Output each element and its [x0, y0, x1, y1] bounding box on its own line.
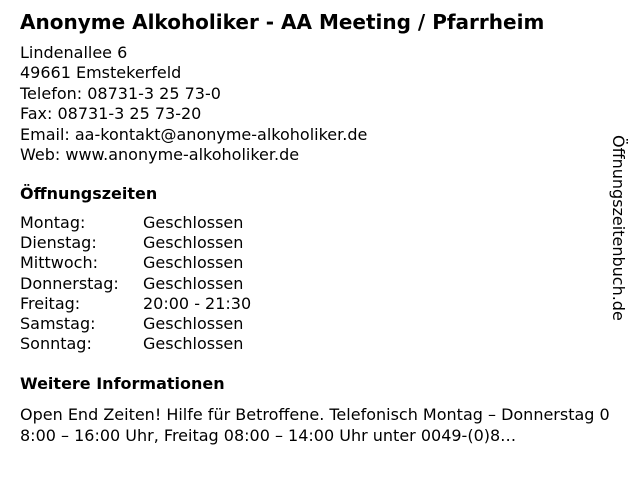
- further-info-heading: Weitere Informationen: [20, 374, 225, 393]
- hours-day: Donnerstag:: [20, 273, 119, 293]
- hours-value: Geschlossen: [143, 273, 244, 293]
- hours-day: Montag:: [20, 213, 86, 232]
- email-address: Email: aa-kontakt@anonyme-alkoholiker.de: [20, 124, 368, 144]
- contact-block: [20, 43, 367, 165]
- hours-day: Dienstag:: [20, 233, 97, 253]
- website-address: Web: www.anonyme-alkoholiker.de: [20, 145, 300, 165]
- hours-day: Sonntag:: [20, 334, 92, 354]
- hours-row: [20, 294, 251, 314]
- street-address: Lindenallee 6: [20, 43, 128, 62]
- hours-value: Geschlossen: [143, 314, 244, 334]
- hours-row: [20, 274, 251, 294]
- opening-hours-heading: Öffnungszeiten: [20, 184, 158, 203]
- hours-row: [20, 233, 251, 253]
- opening-hours-table: [20, 213, 251, 354]
- hours-value: Geschlossen: [143, 253, 244, 273]
- hours-row: [20, 314, 251, 334]
- fax-number: Fax: 08731-3 25 73-20: [20, 104, 202, 124]
- watermark-label: Öffnungszeitenbuch.de: [609, 135, 628, 321]
- further-info-text: Open End Zeiten! Hilfe für Betroffene. Telefonisch Montag – Donnerstag 08:00 – 16:00 Uhr, Freitag 08:00 – 14:00 Uhr unter 0049-(0)8…: [20, 405, 610, 445]
- city-address: 49661 Emstekerfeld: [20, 63, 182, 83]
- page-title: Anonyme Alkoholiker - AA Meeting / Pfarrheim: [20, 10, 545, 34]
- hours-day: Freitag:: [20, 293, 81, 313]
- hours-value: Geschlossen: [143, 334, 244, 354]
- phone-number: Telefon: 08731-3 25 73-0: [20, 83, 221, 103]
- hours-row: [20, 213, 251, 233]
- hours-value: 20:00 - 21:30: [143, 293, 252, 313]
- hours-value: Geschlossen: [143, 233, 244, 253]
- hours-day: Mittwoch:: [20, 253, 98, 273]
- hours-value: Geschlossen: [143, 213, 244, 232]
- hours-row: [20, 334, 251, 354]
- hours-row: [20, 253, 251, 273]
- hours-day: Samstag:: [20, 314, 96, 334]
